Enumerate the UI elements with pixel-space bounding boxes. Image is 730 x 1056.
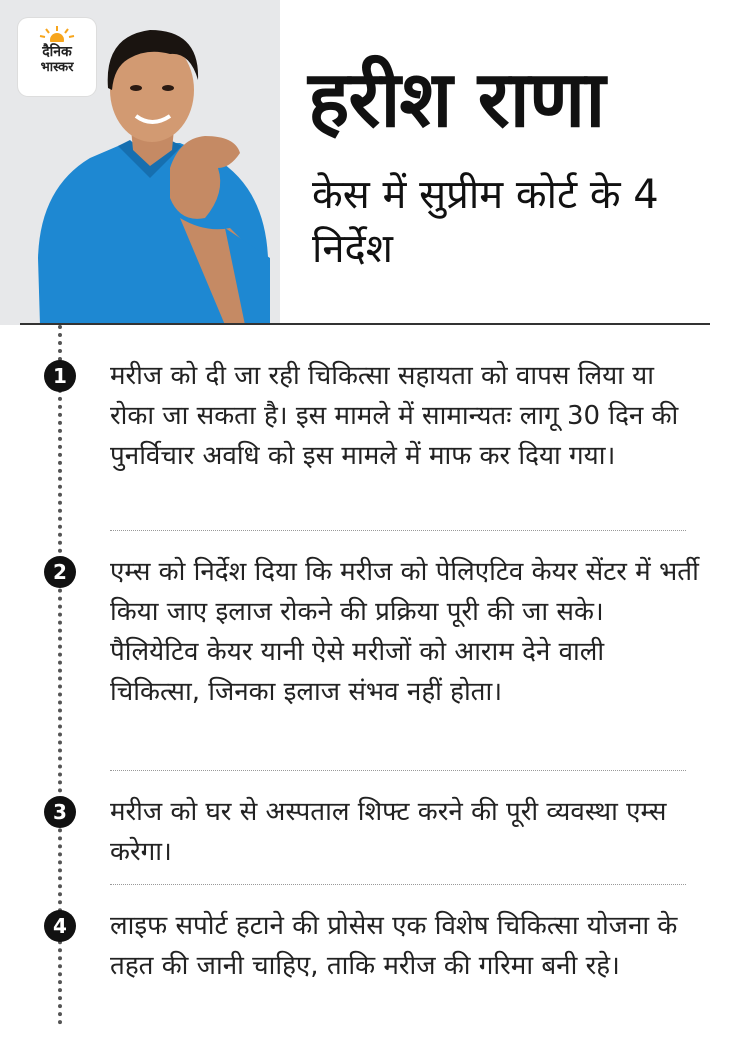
item-separator — [110, 770, 686, 771]
item-1-text: मरीज को दी जा रही चिकित्सा सहायता को वापस लिया या रोका जा सकता है। इस मामले में सामान्यतः लागू 30 दिन की पुनर्विचार अवधि को इस मामले में माफ कर दिया गया। — [110, 361, 679, 471]
dainik-bhaskar-logo — [18, 18, 96, 96]
page-title: हरीश राणा — [308, 55, 605, 145]
header-divider — [20, 323, 710, 325]
item-3-number-badge: 3 — [44, 796, 76, 828]
item-separator — [110, 884, 686, 885]
sun-icon — [39, 26, 75, 42]
item-4-text: लाइफ सपोर्ट हटाने की प्रोसेस एक विशेष चिकित्सा योजना के तहत की जानी चाहिए, ताकि मरीज की गरिमा बनी रहे। — [110, 911, 678, 981]
page-subtitle: केस में सुप्रीम कोर्ट के 4 निर्देश — [312, 172, 659, 272]
item-2-text: एम्स को निर्देश दिया कि मरीज को पेलिएटिव केयर सेंटर में भर्ती किया जाए इलाज रोकने की प्रक्रिया पूरी की जा सके। पैलियेटिव केयर यानी ऐसे मरीजों को आराम देने वाली चिकित्सा, जिनका इलाज संभव नहीं होता। — [110, 557, 699, 707]
item-1-number-badge: 1 — [44, 360, 76, 392]
item-3-text: मरीज को घर से अस्पताल शिफ्ट करने की पूरी व्यवस्था एम्स करेगा। — [110, 797, 667, 867]
logo-line-2: भास्कर — [40, 60, 74, 75]
item-2-number-badge: 2 — [44, 556, 76, 588]
logo-line-1: दैनिक — [42, 44, 72, 60]
item-4-number-badge: 4 — [44, 910, 76, 942]
item-separator — [110, 530, 686, 531]
